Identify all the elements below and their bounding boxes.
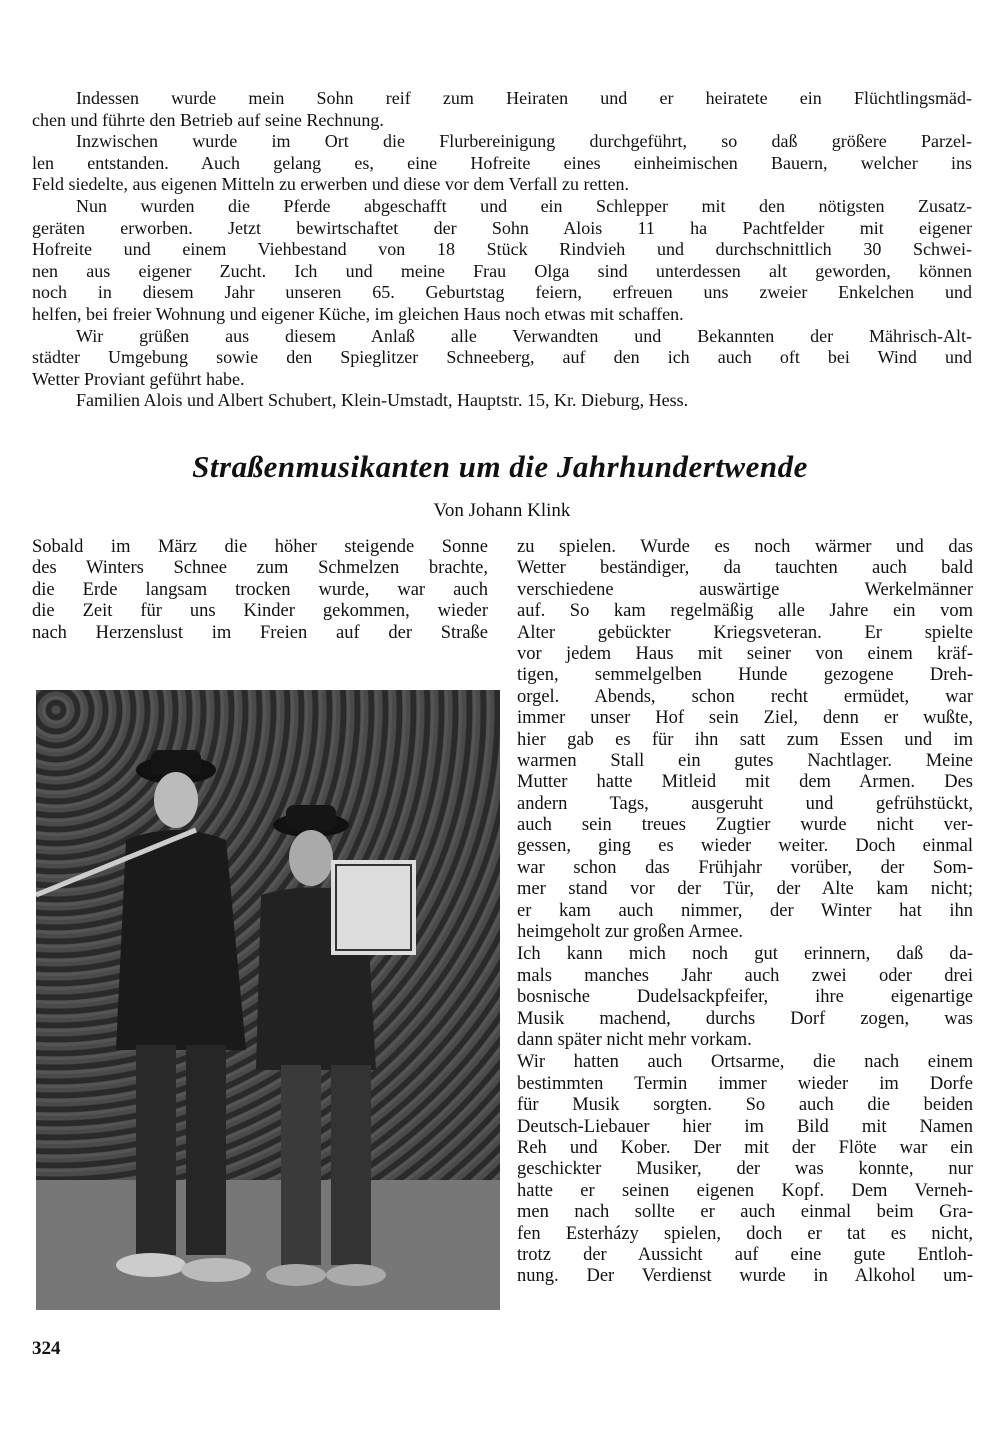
- text-line: Mutter hatte Mitleid mit dem Armen. Des: [517, 772, 973, 793]
- text-line: zu spielen. Wurde es noch wärmer und das: [517, 537, 973, 557]
- paragraph: [32, 88, 972, 131]
- text-line: dann später nicht mehr vorkam.: [517, 1029, 752, 1050]
- text-line: geschickter Musiker, der was konnte, nur: [517, 1159, 973, 1180]
- text-line: Hofreite und einem Viehbestand von 18 Stück Rindvieh und durchschnittlich 30 Schwei-: [32, 239, 972, 260]
- text-line: bosnische Dudelsackpfeifer, ihre eigenartige: [517, 987, 973, 1008]
- text-line: war schon das Frühjahr vorüber, der Som-: [517, 857, 973, 878]
- text-line: Sobald im März die höher steigende Sonne: [32, 537, 488, 557]
- street-musicians-photo: [36, 690, 500, 1310]
- paragraph: [517, 537, 973, 943]
- text-line: nen aus eigener Zucht. Ich und meine Frau Olga sind unterdessen alt geworden, können: [32, 260, 972, 281]
- article-title: Straßenmusikanten um die Jahrhundertwende: [192, 449, 808, 484]
- text-line: nach Herzenslust im Freien auf der Straße: [32, 622, 488, 643]
- text-line: Wir hatten auch Ortsarme, die nach einem: [517, 1052, 973, 1073]
- text-line: verschiedene auswärtige Werkelmänner: [517, 579, 973, 600]
- text-line: hier gab es für ihn satt zum Essen und im: [517, 729, 973, 750]
- text-line: warmen Stall ein gutes Nachtlager. Meine: [517, 750, 973, 771]
- text-line: Familien Alois und Albert Schubert, Klein-Umstadt, Hauptstr. 15, Kr. Dieburg, Hess.: [76, 390, 689, 411]
- text-line: Musik machend, durchs Dorf zogen, was: [517, 1008, 973, 1029]
- text-line: trotz der Aussicht auf eine gute Entloh-: [517, 1244, 973, 1265]
- text-line: mals manches Jahr auch zwei oder drei: [517, 965, 973, 986]
- text-line: geräten erworben. Jetzt bewirtschaftet der Sohn Alois 11 ha Pachtfelder mit eigener: [32, 217, 972, 238]
- text-line: heimgeholt zur großen Armee.: [517, 922, 744, 943]
- photo-figures: [36, 690, 500, 1310]
- text-line: tigen, semmelgelben Hunde gezogene Dreh-: [517, 665, 973, 686]
- text-line: Wetter beständiger, da tauchten auch bald: [517, 558, 973, 579]
- byline-text: Von Johann Klink: [433, 500, 571, 521]
- text-line: er kam auch nimmer, der Winter hat ihn: [517, 900, 973, 921]
- text-line: vor jedem Haus mit seiner von einem kräf-: [517, 643, 973, 664]
- right-column: [517, 537, 973, 1288]
- text-line: städter Umgebung sowie den Spieglitzer Schneeberg, auf den ich auch oft bei Wind und: [32, 347, 972, 368]
- text-line: die Zeit für uns Kinder gekommen, wieder: [32, 601, 488, 622]
- text-line: auch sein treues Zugtier wurde nicht ver-: [517, 815, 973, 836]
- text-line: Reh und Kober. Der mit der Flöte war ein: [517, 1137, 973, 1158]
- text-line: die Erde langsam trocken wurde, war auch: [32, 579, 488, 600]
- text-line: fen Esterházy spielen, doch er tat es nicht,: [517, 1223, 973, 1244]
- text-line: noch in diesem Jahr unseren 65. Geburtstag feiern, erfreuen uns zweier Enkelchen und: [32, 282, 972, 303]
- paragraph: [32, 196, 972, 326]
- text-line: bestimmten Termin immer wieder im Dorfe: [517, 1073, 973, 1094]
- text-line: Deutsch-Liebauer hier im Bild mit Namen: [517, 1116, 973, 1137]
- text-line: men nach sollte er auch einmal beim Gra-: [517, 1202, 973, 1223]
- text-line: Alter gebückter Kriegsveteran. Er spielte: [517, 622, 973, 643]
- article-byline: [0, 500, 1000, 522]
- page-number: 324: [32, 1338, 61, 1359]
- left-column: [32, 537, 488, 644]
- text-line: auf. So kam regelmäßig alle Jahre ein vom: [517, 601, 973, 622]
- preceding-article-text: [32, 88, 972, 412]
- text-line: Ich kann mich noch gut erinnern, daß da-: [517, 944, 973, 965]
- paragraph: [32, 537, 488, 644]
- paragraph: [517, 944, 973, 1051]
- text-line: Indessen wurde mein Sohn reif zum Heiraten und er heiratete ein Flüchtlingsmäd-: [76, 88, 972, 108]
- paragraph: [32, 326, 972, 391]
- text-line: chen und führte den Betrieb auf seine Rechnung.: [32, 109, 384, 130]
- text-line: Wir grüßen aus diesem Anlaß alle Verwandten und Bekannten der Mährisch-Alt-: [76, 325, 972, 346]
- text-line: len entstanden. Auch gelang es, eine Hofreite eines einheimischen Bauern, welcher ins: [32, 152, 972, 173]
- text-line: helfen, bei freier Wohnung und eigener Küche, im gleichen Haus noch etwas mit schaffen.: [32, 303, 684, 324]
- text-line: Wetter Proviant geführt habe.: [32, 368, 245, 389]
- paragraph: [32, 390, 972, 412]
- text-line: Feld siedelte, aus eigenen Mitteln zu erwerben und diese vor dem Verfall zu retten.: [32, 174, 629, 195]
- text-line: des Winters Schnee zum Schmelzen brachte,: [32, 558, 488, 579]
- paragraph: [32, 131, 972, 196]
- text-line: mer stand vor der Tür, der Alte kam nicht;: [517, 879, 973, 900]
- paragraph: [517, 1052, 973, 1287]
- text-line: gessen, ging es wieder weiter. Doch einmal: [517, 836, 973, 857]
- text-line: orgel. Abends, schon recht ermüdet, war: [517, 686, 973, 707]
- text-line: Inzwischen wurde im Ort die Flurbereinigung durchgeführt, so daß größere Parzel-: [76, 131, 972, 152]
- text-line: hatte er seinen eigenen Kopf. Dem Verneh-: [517, 1180, 973, 1201]
- text-line: für Musik sorgten. So auch die beiden: [517, 1095, 973, 1116]
- text-line: immer unser Hof sein Ziel, denn er wußte,: [517, 708, 973, 729]
- text-line: nung. Der Verdienst wurde in Alkohol um-: [517, 1266, 973, 1287]
- text-line: Nun wurden die Pferde abgeschafft und ein Schlepper mit den nötigsten Zusatz-: [76, 195, 972, 216]
- text-line: andern Tags, ausgeruht und gefrühstückt,: [517, 793, 973, 814]
